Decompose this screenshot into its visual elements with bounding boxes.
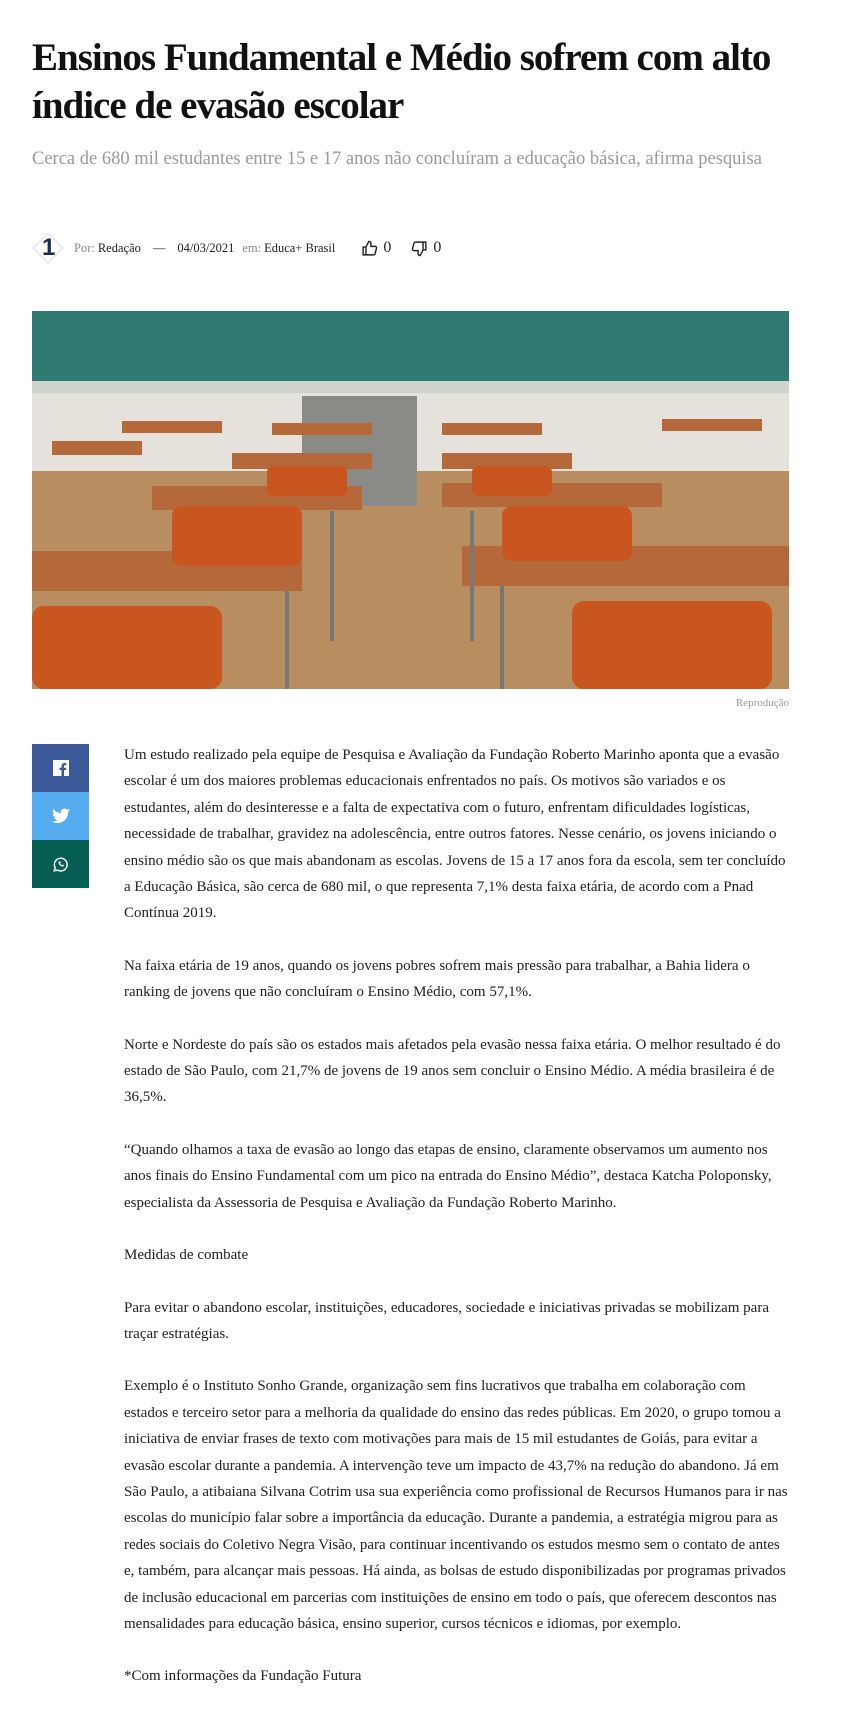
article-subtitle: Cerca de 680 mil estudantes entre 15 e 17 anos não concluíram a educação básica, afirma pesquisa <box>32 149 762 169</box>
like-count: 0 <box>383 239 392 256</box>
article-body <box>124 742 792 1716</box>
share-bar <box>32 744 89 888</box>
paragraph: Norte e Nordeste do país são os estados mais afetados pela evasão nessa faixa etária. O melhor resultado é do estado de São Paulo, com 21,7% de jovens de 19 anos sem concluir o Ensino Médio. A média brasileira é de 36,5%. <box>124 1036 781 1106</box>
share-twitter-button[interactable] <box>32 792 89 840</box>
dislike-count: 0 <box>433 239 442 256</box>
publish-date: 04/03/2021 <box>177 240 235 255</box>
article-image-classroom <box>32 311 789 689</box>
facebook-icon <box>53 760 69 776</box>
author-avatar[interactable]: 1 <box>32 232 64 264</box>
image-caption: Reprodução <box>735 697 789 709</box>
share-whatsapp-button[interactable] <box>32 840 89 888</box>
paragraph: Para evitar o abandono escolar, instituições, educadores, sociedade e iniciativas privadas se mobilizam para traçar estratégias. <box>124 1299 769 1342</box>
dislike-button[interactable] <box>411 239 441 257</box>
meta-separator: — <box>152 240 166 255</box>
article-title: Ensinos Fundamental e Médio sofrem com alto índice de evasão escolar <box>32 36 771 127</box>
category-link[interactable]: Educa+ Brasil <box>264 240 336 255</box>
thumbs-up-icon <box>361 240 378 257</box>
twitter-icon <box>52 808 70 824</box>
paragraph: Um estudo realizado pela equipe de Pesquisa e Avaliação da Fundação Roberto Marinho aponta que a evasão escolar é um dos maiores problemas educacionais enfrentados no país. Os motivos são variados e os estudantes, além do desinteresse e a falta de expectativa com o futuro, enfrentam dificuldades logísticas, necessidade de trabalhar, gravidez na adolescência, entre outros fatores. Nesse cenário, os jovens iniciando o ensino médio são os que mais abandonam as escolas. Jovens de 15 a 17 anos fora da escola, sem ter concluído a Educação Básica, são cerca de 680 mil, o que representa 7,1% desta faixa etária, de acordo com a Pnad Contínua 2019. <box>124 747 786 922</box>
thumbs-down-icon <box>411 240 428 257</box>
paragraph: Exemplo é o Instituto Sonho Grande, organização sem fins lucrativos que trabalha em colaboração com estados e terceiro setor para a melhoria da qualidade do ensino das redes públicas. Em 2020, o grupo tomou a iniciativa de enviar frases de texto com motivações para mais de 15 mil estudantes de Goiás, para evitar a evasão escolar durante a pandemia. A intervenção teve um impacto de 43,7% na redução do abandono. Já em São Paulo, a atibaiana Silvana Cotrim usa sua experiência como profissional de Recursos Humanos para ir nas escolas do município falar sobre a importância da educação. Durante a pandemia, a estratégia migrou para as redes sociais do Coletivo Negra Visão, para continuar incentivando os estudos mesmo sem o contato de antes e, também, para alcançar mais pessoas. Há ainda, as bolsas de estudo disponibilizadas por programas privados de inclusão educacional em parcerias com instituições de ensino em todo o país, que oferecem descontos nas mensalidades para educação básica, ensino superior, cursos técnicos e idiomas, por exemplo. <box>124 1378 788 1632</box>
author-link[interactable]: Redação <box>97 240 141 255</box>
section-heading: Medidas de combate <box>124 1247 249 1264</box>
by-label: Por: <box>74 240 95 255</box>
share-facebook-button[interactable] <box>32 744 89 792</box>
in-label: em: <box>242 240 262 255</box>
source-note: *Com informações da Fundação Futura <box>124 1668 362 1685</box>
article-meta <box>32 232 441 264</box>
like-button[interactable] <box>361 239 391 257</box>
paragraph: Na faixa etária de 19 anos, quando os jovens pobres sofrem mais pressão para trabalhar, a Bahia lidera o ranking de jovens que não concluíram o Ensino Médio, com 57,1%. <box>124 957 750 1001</box>
whatsapp-icon <box>52 856 69 873</box>
paragraph: “Quando olhamos a taxa de evasão ao longo das etapas de ensino, claramente observamos um aumento nos anos finais do Ensino Fundamental com um pico na entrada do Ensino Médio”, destaca Katcha Poloponsky, especialista da Assessoria de Pesquisa e Avaliação da Fundação Roberto Marinho. <box>124 1141 772 1211</box>
